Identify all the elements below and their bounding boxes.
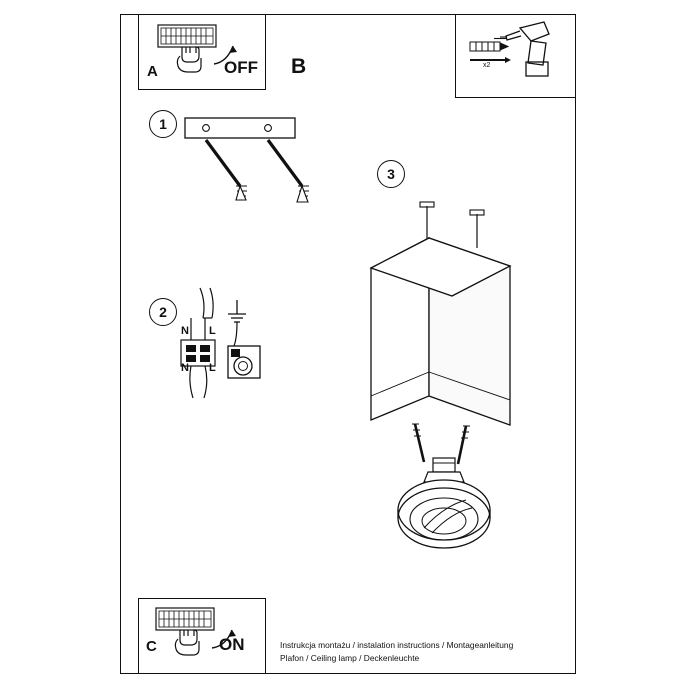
section-letter-b: B [291, 55, 307, 78]
caption-line-2: Plafon / Ceiling lamp / Deckenleuchte [280, 653, 420, 663]
step-1-number: 1 [159, 116, 167, 132]
terminal-label-n-top: N [181, 325, 189, 337]
switch-on-label: ON [219, 635, 245, 654]
switch-off-label: OFF [224, 58, 258, 77]
terminal-label-n-bottom: N [181, 362, 189, 374]
terminal-label-l-top: L [209, 325, 216, 337]
quantity-label: x2 [483, 62, 491, 69]
panel-letter-c: C [146, 638, 157, 655]
terminal-label-l-bottom: L [209, 362, 216, 374]
panel-letter-a: A [147, 63, 158, 80]
step-3-number: 3 [387, 166, 395, 182]
caption-line-1: Instrukcja montażu / instalation instructions / Montageanleitung [280, 640, 514, 650]
step-2-number: 2 [159, 304, 167, 320]
